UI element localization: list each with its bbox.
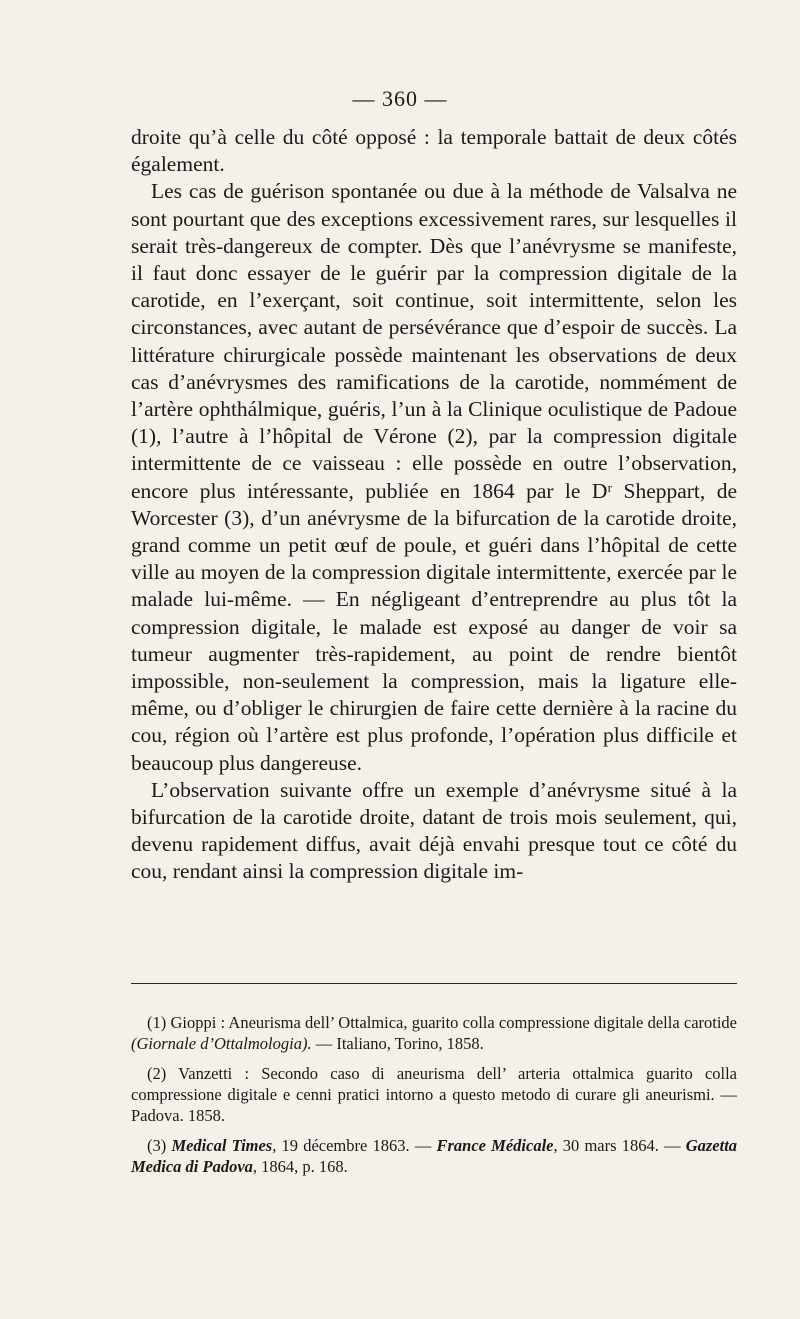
body-text [131,124,737,886]
paragraph-continuation: droite qu’à celle du côté opposé : la temporale battait de deux côtés également. [131,125,737,177]
footnote-3-journal-1: Medical Times [171,1136,273,1155]
footnote-3-journal-3: Gazetta Medica di Padova [131,1136,738,1176]
footnote-1 [131,1012,737,1054]
footnote-3-marker: (3) [147,1136,167,1155]
footnote-1-journal: (Giornale d’Ottalmologia). [131,1034,312,1053]
footnote-separator [131,983,737,984]
footnote-3-text-1: , 19 décembre 1863. — [272,1136,432,1155]
footnote-1-marker: (1) [147,1013,167,1032]
footnote-1-text: Gioppi : Aneurisma dell’ Ottalmica, guarito colla compressione digitale della carotide [170,1013,738,1032]
page-number: — 360 — [352,86,448,111]
paragraph-guerison: Les cas de guérison spontanée ou due à la méthode de Valsalva ne sont pourtant que des exceptions excessivement rares, sur lesquelles il serait très-dangereux de compter. Dès que l’anévrysme se manifeste, il faut donc essayer de le guérir par la compression digitale de la carotide, en l’exerçant, soit continue, soit intermittente, selon les circonstances, avec autant de persévérance que d’espoir de succès. La littérature chirurgicale possède maintenant les observations de deux cas d’anévrysmes des ramifications de la carotide, nommément de l’artère ophthálmique, guéris, l’un à la Clinique oculistique de Padoue (1), l’autre à l’hôpital de Vérone (2), par la compression digitale intermittente de ce vaisseau : elle possède en outre l’observation, encore plus intéressante, publiée en 1864 par le Dʳ Sheppart, de Worcester (3), d’un anévrysme de la bifurcation de la carotide droite, grand comme un petit œuf de poule, et guéri dans l’hôpital de cette ville au moyen de la compression digitale intermittente, exercée par le malade lui-même. — En négligeant d’entreprendre au plus tôt la compression digitale, le malade est exposé au danger de voir sa tumeur augmenter très-rapidement, au point de rendre bientôt impossible, non-seulement la compression, mais la ligature elle-même, ou d’obliger le chirurgien de faire cette dernière à la racine du cou, région où l’artère est plus profonde, l’opération plus difficile et beaucoup plus dangereuse. [131,179,737,775]
footnote-2-text: Vanzetti : Secondo caso di aneurisma dell’ arteria ottalmica guarito colla compressione digitale e cenni pratici intorno a questo metodo di curare gli aneurismi. — Padova. 1858. [131,1064,738,1125]
footnote-1-tail: — Italiano, Torino, 1858. [315,1034,484,1053]
footnote-3-text-3: , 1864, p. 168. [252,1157,348,1176]
footnote-3-journal-2: France Médicale [436,1136,554,1155]
footnote-3-text-2: , 30 mars 1864. — [553,1136,681,1155]
footnotes [131,1012,737,1186]
footnote-2-marker: (2) [147,1064,167,1083]
footnote-3 [131,1135,737,1177]
footnote-2 [131,1063,737,1126]
paragraph-observation: L’observation suivante offre un exemple d’anévrysme situé à la bifurcation de la carotide droite, datant de trois mois seulement, qui, devenu rapidement diffus, avait déjà envahi presque tout ce côté du cou, rendant ainsi la compression digitale im- [131,777,737,884]
